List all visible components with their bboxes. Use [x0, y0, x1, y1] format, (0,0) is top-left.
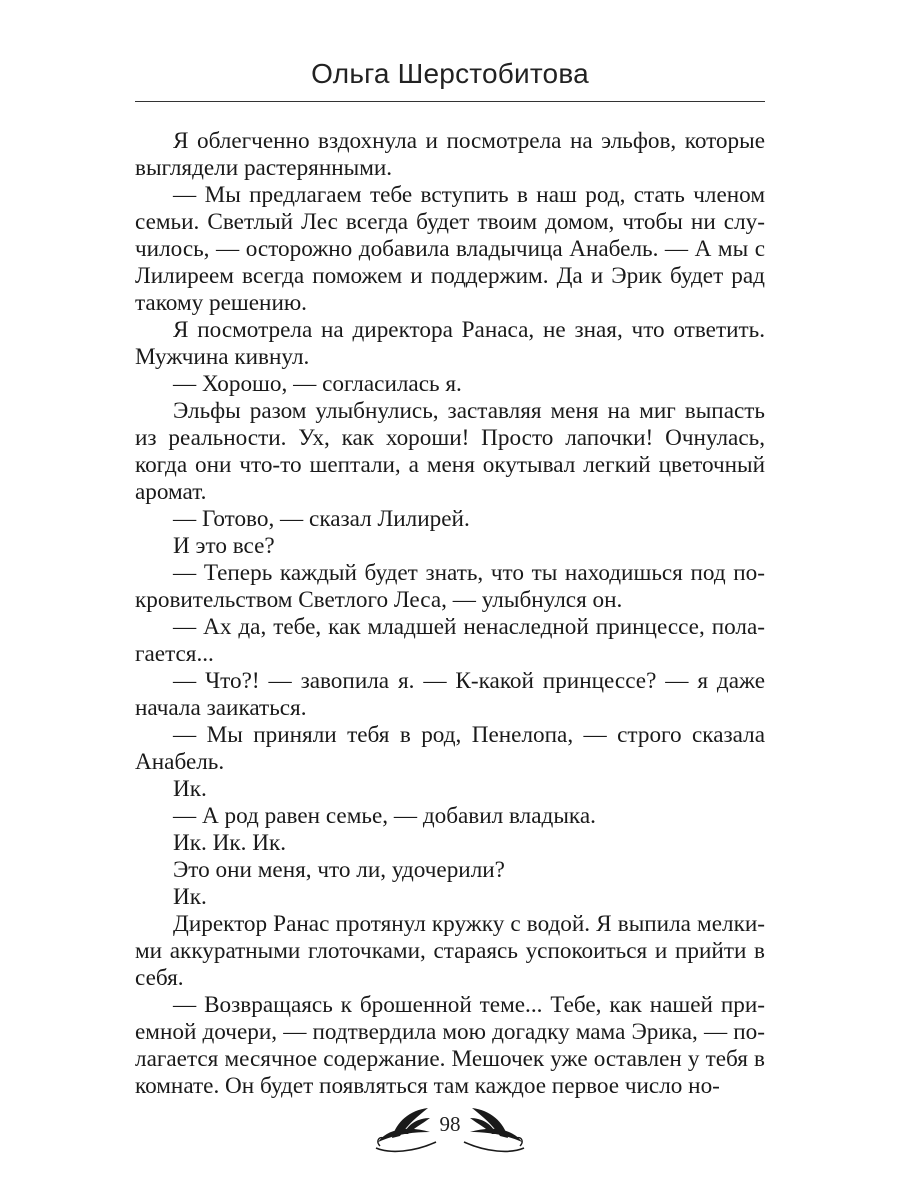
paragraph: Ик. [173, 776, 207, 802]
paragraph: — Хорошо, — согласилась я. [173, 371, 462, 397]
paragraph: — Возвращаясь к брошенной теме... Тебе, как нашей приемной дочери, — подтвердила мою догадку мама Эрика, — полагается месячное содержание. Мешочек уже оставлен у тебя в комнате. Он будет появляться там каждое первое число но- [135, 992, 765, 1099]
paragraph: И это все? [173, 533, 275, 559]
page-number: 98 [439, 1112, 461, 1136]
paragraph: Я облегченно вздохнула и посмотрела на эльфов, которые выглядели растерянными. [135, 128, 765, 181]
paragraph: — Мы предлагаем тебе вступить в наш род, стать членом семьи. Светлый Лес всегда будет твоим домом, чтобы ни случилось, — осторожно добавила владычица Анабель. — А мы с Лилиреем всегда поможем и поддержим. Да и Эрик будет рад такому решению. [135, 182, 765, 316]
page-footer [370, 1098, 530, 1158]
paragraph: — Теперь каждый будет знать, что ты находишься под покровительством Светлого Леса, — улыбнулся он. [135, 560, 765, 613]
running-header-author: Ольга Шерстобитова [311, 58, 589, 89]
header-rule [135, 101, 765, 102]
right-leaf-ornament-icon [460, 1098, 530, 1158]
paragraph: Ик. [173, 884, 207, 910]
paragraph: — Что?! — завопила я. — К-какой принцессе? — я даже начала заикаться. [135, 668, 765, 721]
paragraph: — А род равен семье, — добавил владыка. [173, 803, 596, 829]
paragraph: Я посмотрела на директора Ранаса, не зная, что ответить. Мужчина кивнул. [135, 317, 765, 370]
body-text [135, 128, 765, 1100]
paragraph: Директор Ранас протянул кружку с водой. Я выпила мелкими аккуратными глоточками, стараясь успокоиться и прийти в себя. [135, 911, 765, 991]
paragraph: — Готово, — сказал Лилирей. [173, 506, 470, 532]
paragraph: Это они меня, что ли, удочерили? [173, 857, 505, 883]
paragraph: Эльфы разом улыбнулись, заставляя меня на миг выпасть из реальности. Ух, как хороши! Просто лапочки! Очнулась, когда они что-то шептали, а меня окутывал легкий цветочный аромат. [135, 398, 765, 505]
paragraph: — Ах да, тебе, как младшей ненаследной принцессе, полагается... [135, 614, 765, 667]
paragraph: — Мы приняли тебя в род, Пенелопа, — строго сказала Анабель. [135, 722, 765, 775]
paragraph: Ик. Ик. Ик. [173, 830, 287, 856]
